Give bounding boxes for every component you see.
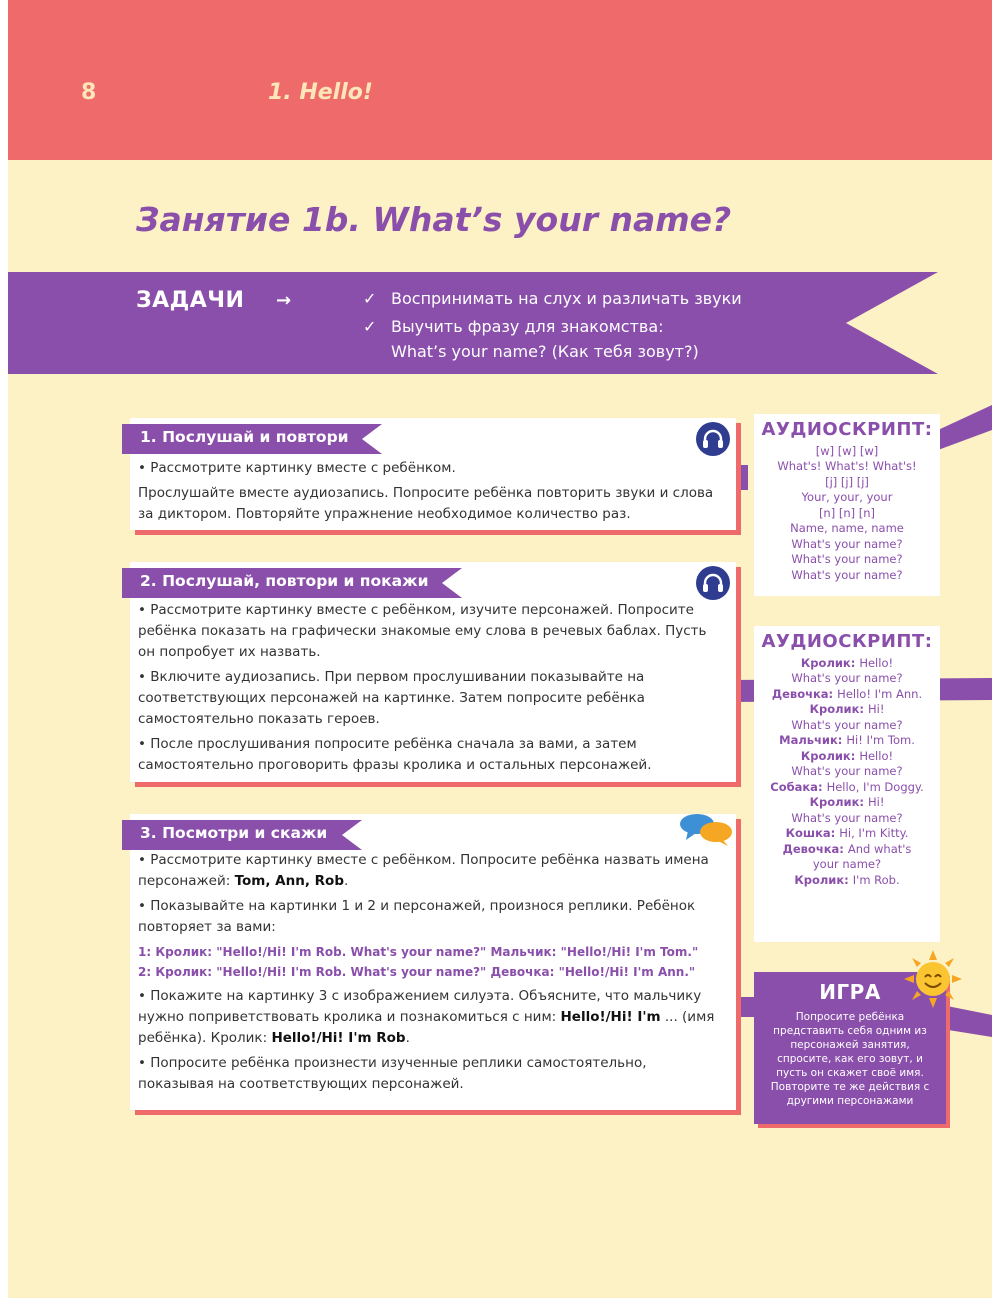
- audioscript-lines: [754, 444, 940, 584]
- audioscript-box-1: [754, 414, 940, 596]
- exercise-3-title: 3. Посмотри и скажи: [140, 824, 328, 842]
- speaker-text: Hi!: [867, 795, 885, 809]
- speaker-label: Собака:: [770, 779, 827, 794]
- lesson-title: Занятие 1b. What’s your name?: [136, 200, 732, 239]
- exercise-card-1: [130, 418, 736, 530]
- character-names: Tom, Ann, Rob: [234, 873, 344, 889]
- audioscript-line: Name, name, name: [790, 521, 904, 535]
- speaker-label: Кролик:: [800, 655, 860, 670]
- exercise-1-text: Прослушайте вместе аудиозапись. Попросите ребёнка повторить звуки и слова за диктором. Повторяйте упражнение необходимое количество раз.: [138, 485, 714, 522]
- game-title: ИГРА: [819, 980, 881, 1004]
- audioscript-line: [754, 764, 940, 780]
- speaker-label: Кролик:: [809, 702, 868, 716]
- game-text: Попросите ребёнка представить себя одним из персонажей занятия, спросите, как его зовут, и пусть он скажет своё имя. Повторите те же действия с другими персонажами: [770, 1011, 930, 1107]
- sun-icon: [904, 950, 962, 1008]
- speaker-label: Девочка:: [771, 686, 838, 701]
- check-icon: ✓: [363, 317, 377, 336]
- exercise-3-text: • Попросите ребёнка произнести изученные реплики самостоятельно, показывая на соответствующих персонажей.: [138, 1055, 647, 1092]
- speaker-label: Кролик:: [794, 872, 853, 887]
- exercise-1-text: • Рассмотрите картинку вместе с ребёнком.: [138, 460, 456, 476]
- dialog-line: 2: Кролик: "Hello!/Hi! I'm Rob. What's your name?" Девочка: "Hello!/Hi! I'm Ann.": [138, 965, 696, 979]
- speaker-text: Hello!: [859, 748, 894, 763]
- audioscript-box-2: [754, 626, 940, 942]
- audioscript-line: [j] [j] [j]: [825, 474, 869, 489]
- audioscript-line: What's! What's! What's!: [777, 459, 917, 473]
- exercise-2-text: • Рассмотрите картинку вместе с ребёнком, изучите персонажей. Попросите ребёнка показать на графически знакомые ему слова в речевых баблах. Пусть он попробует их назвать.: [138, 602, 707, 660]
- speaker-text: What's your name?: [791, 671, 903, 685]
- speaker-text: What's your name?: [791, 810, 903, 825]
- task-text: Выучить фразу для знакомства:: [391, 317, 664, 336]
- exercise-card-3: [130, 814, 736, 1110]
- exercise-3-text-part: .: [344, 873, 349, 889]
- task-item: [363, 314, 664, 339]
- tasks-label: ЗАДАЧИ: [136, 288, 245, 313]
- phrase-bold: Hello!/Hi! I'm: [560, 1009, 661, 1025]
- audioscript-line: [754, 780, 940, 796]
- audioscript-line: [754, 826, 940, 842]
- task-text: Воспринимать на слух и различать звуки: [391, 289, 742, 308]
- audioscript-line: [754, 857, 940, 873]
- audioscript-line: [754, 718, 940, 734]
- audioscript-line: [754, 702, 940, 718]
- speaker-text: Hi! I'm Tom.: [846, 733, 915, 747]
- audioscript-line: [754, 656, 940, 672]
- exercise-3-text: • Показывайте на картинки 1 и 2 и персонажей, произнося реплики. Ребёнок повторяет за вами:: [138, 898, 696, 935]
- speaker-text: What's your name?: [791, 764, 903, 778]
- speaker-text: What's your name?: [791, 717, 903, 732]
- speech-bubbles-icon: [678, 812, 734, 848]
- audioscript-line: What's your name?: [791, 536, 903, 551]
- arrow-right-icon: →: [276, 290, 292, 311]
- headphones-icon: [696, 566, 730, 600]
- audioscript-line: Your, your, your: [801, 490, 893, 504]
- speaker-text: your name?: [812, 857, 882, 871]
- task-text-continued: What’s your name? (Как тебя зовут?): [391, 342, 699, 361]
- exercise-2-title: 2. Послушай, повтори и покажи: [140, 572, 429, 590]
- audioscript-line: [754, 749, 940, 765]
- exercise-2-text: • После прослушивания попросите ребёнка сначала за вами, а затем самостоятельно проговорить фразы кролика и остальных персонажей.: [138, 736, 652, 773]
- task-item: [363, 286, 742, 311]
- chapter-title: 1. Hello!: [268, 80, 373, 105]
- speaker-text: Hello!: [859, 655, 894, 670]
- exercise-3-text: [138, 986, 718, 1049]
- speaker-label: Мальчик:: [779, 733, 847, 747]
- page-number: 8: [81, 80, 97, 105]
- audioscript-line: [754, 795, 940, 811]
- dialog-line: 1: Кролик: "Hello!/Hi! I'm Rob. What's your name?" Мальчик: "Hello!/Hi! I'm Tom.": [138, 945, 699, 959]
- audioscript-title: АУДИОСКРИПТ:: [761, 631, 933, 652]
- page: [8, 0, 992, 1298]
- audioscript-line: [754, 811, 940, 827]
- audioscript-line: [754, 687, 940, 703]
- exercise-3-text-part: .: [405, 1030, 410, 1046]
- exercise-card-2: [130, 562, 736, 782]
- audioscript-title: АУДИОСКРИПТ:: [761, 419, 933, 440]
- exercise-3-text: [138, 850, 718, 892]
- exercise-2-text: • Включите аудиозапись. При первом прослушивании показывайте на соответствующих персонажей на картинке. Затем попросите ребёнка самостоятельно показать героев.: [138, 669, 645, 727]
- audioscript-line: [754, 733, 940, 749]
- audioscript-line: What's your name?: [791, 552, 903, 566]
- audioscript-line: What's your name?: [791, 567, 903, 582]
- speaker-text: Hello, I'm Doggy.: [826, 779, 924, 794]
- audioscript-line: [754, 873, 940, 889]
- exercise-1-title: 1. Послушай и повтори: [140, 428, 349, 446]
- speaker-text: I'm Rob.: [852, 872, 900, 887]
- speaker-label: Кошка:: [785, 826, 840, 840]
- headphones-icon: [696, 422, 730, 456]
- speaker-text: Hi, I'm Kitty.: [839, 826, 909, 840]
- phrase-bold: Hello!/Hi! I'm Rob: [271, 1030, 406, 1046]
- audioscript-line: [w] [w] [w]: [815, 443, 879, 458]
- speaker-text: And what's: [847, 841, 912, 856]
- header-band: [8, 0, 992, 160]
- exercise-3-text-part: • Рассмотрите картинку вместе с ребёнком. Попросите ребёнка назвать имена персонажей:: [138, 852, 709, 889]
- check-icon: ✓: [363, 289, 377, 308]
- audioscript-line: [n] [n] [n]: [818, 505, 876, 520]
- audioscript-line: [754, 671, 940, 687]
- audioscript-lines: [754, 656, 940, 889]
- speaker-label: Девочка:: [782, 841, 848, 856]
- audioscript-line: [754, 842, 940, 858]
- exercise-3-text-part: ... (имя ребёнка). Кролик:: [138, 1009, 715, 1046]
- speaker-text: Hello! I'm Ann.: [837, 686, 923, 701]
- speaker-text: Hi!: [867, 702, 885, 716]
- speaker-label: Кролик:: [800, 748, 860, 763]
- exercise-3-text-part: • Покажите на картинку 3 с изображением силуэта. Объясните, что мальчику нужно поприветствовать кролика и познакомиться с ним:: [138, 988, 702, 1025]
- speaker-label: Кролик:: [809, 795, 868, 809]
